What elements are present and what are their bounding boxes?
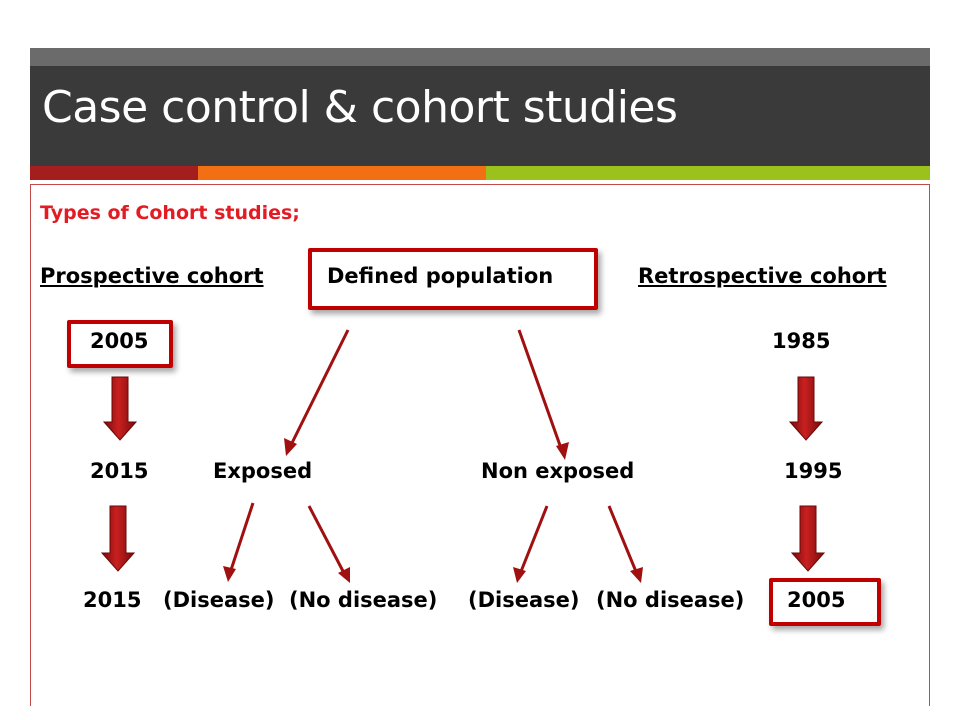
down-arrow-retrospective-2: [792, 506, 824, 571]
subtitle: Types of Cohort studies;: [40, 202, 300, 224]
arrow-exposed-to-no-disease: [309, 506, 350, 583]
exposed-disease-outcome: (Disease): [163, 588, 275, 612]
down-arrow-prospective-2: [102, 506, 134, 571]
arrow-to-exposed: [284, 330, 348, 456]
arrow-non-exposed-to-disease: [513, 506, 547, 583]
prospective-start-year: 2005: [90, 329, 149, 353]
non-exposed-disease-outcome: (Disease): [468, 588, 580, 612]
arrow-non-exposed-to-no-disease: [609, 506, 643, 583]
arrow-exposed-to-disease: [223, 503, 253, 582]
prospective-cohort-header: Prospective cohort: [40, 264, 264, 288]
non-exposed-group-label: Non exposed: [481, 459, 635, 483]
down-arrow-retrospective-1: [790, 377, 822, 440]
prospective-mid-year: 2015: [90, 459, 149, 483]
exposed-no-disease-outcome: (No disease): [289, 588, 438, 612]
retrospective-mid-year: 1995: [784, 459, 843, 483]
retrospective-cohort-header: Retrospective cohort: [638, 264, 887, 288]
slide-title: Case control & cohort studies: [42, 82, 678, 133]
non-exposed-no-disease-outcome: (No disease): [596, 588, 745, 612]
retrospective-start-year: 1985: [772, 329, 831, 353]
retrospective-end-year: 2005: [787, 588, 846, 612]
down-arrow-prospective-1: [104, 377, 136, 440]
arrow-to-non-exposed: [519, 330, 569, 460]
prospective-end-year: 2015: [83, 588, 142, 612]
exposed-group-label: Exposed: [213, 459, 313, 483]
defined-population-label: Defined population: [327, 264, 554, 288]
